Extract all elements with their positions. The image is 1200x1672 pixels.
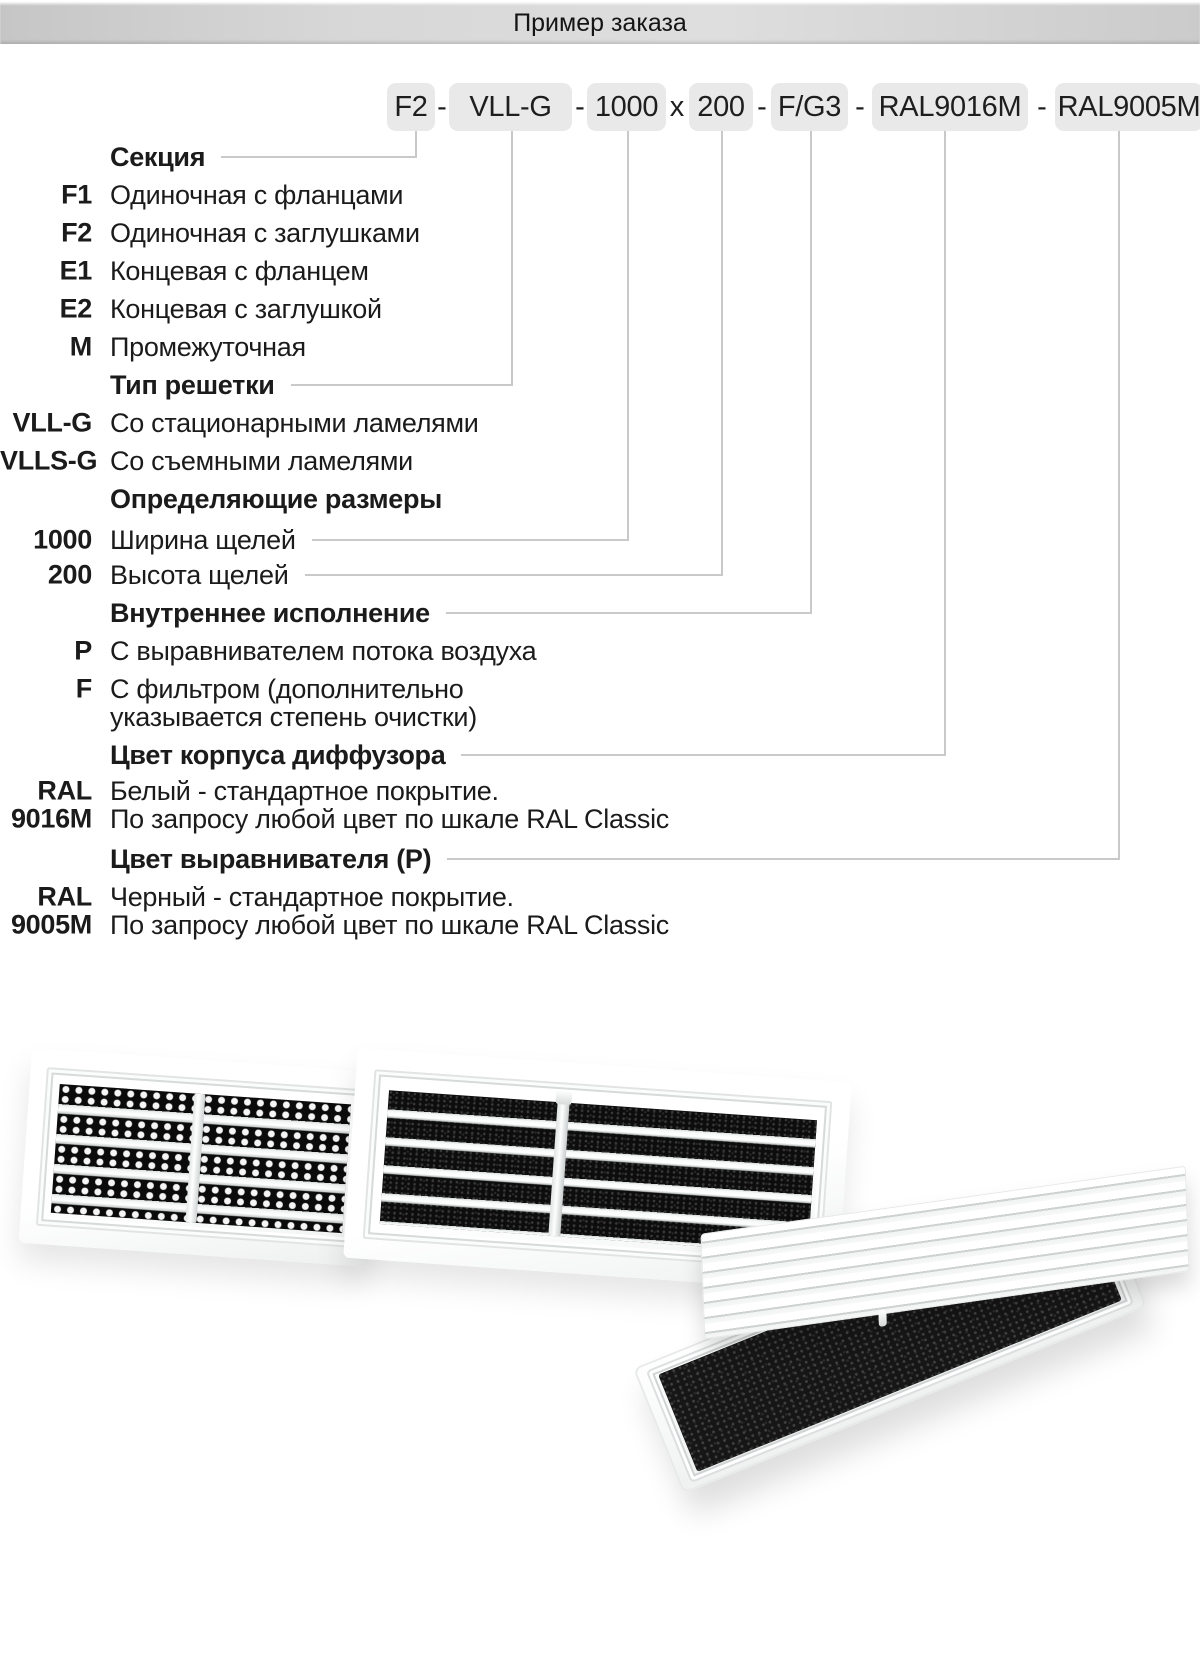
legend-text: Секция (110, 141, 206, 172)
legend-text: Белый - стандартное покрытие. (110, 775, 499, 806)
legend-text: С фильтром (дополнительно (110, 673, 464, 704)
legend-text: Цвет корпуса диффузора (110, 739, 446, 770)
legend-code-9016M: 9016M (10, 803, 92, 834)
legend-code-P: P (74, 635, 92, 666)
grille-fixing-pin (555, 1090, 572, 1105)
connector-horizontal-line (447, 858, 1120, 860)
legend-code-F2: F2 (61, 217, 92, 248)
legend-heading-row (110, 593, 812, 633)
legend-text: Концевая с заглушкой (110, 293, 382, 324)
order-code-segment-1000: 1000 (587, 83, 666, 131)
legend-text: По запросу любой цвет по шкале RAL Classic (110, 909, 669, 940)
legend-item-row (110, 175, 403, 215)
connector-horizontal-line (221, 156, 417, 158)
legend-text: Определяющие размеры (110, 483, 442, 514)
connector-horizontal-line (305, 574, 723, 576)
order-code-separator: - (855, 91, 865, 123)
legend-item-row (110, 251, 369, 291)
legend-item-row (110, 631, 536, 671)
order-code-separator: - (437, 91, 447, 123)
order-code-segment-F/G3: F/G3 (771, 83, 848, 131)
connector-horizontal-line (291, 384, 513, 386)
order-code-separator: x (669, 91, 685, 123)
legend-code-E1: E1 (59, 255, 92, 286)
order-code-separator: - (757, 91, 767, 123)
legend-heading-row (110, 365, 513, 405)
grille-perforated-lamellas-photo (19, 1048, 382, 1267)
connector-horizontal-line (446, 612, 812, 614)
order-code-segment-VLL-G: VLL-G (449, 83, 572, 131)
order-code-segment-F2: F2 (387, 83, 435, 131)
legend-heading-row (110, 479, 442, 519)
legend-heading-row (110, 839, 1120, 879)
legend-text: Промежуточная (110, 331, 306, 362)
connector-vertical-line (1118, 131, 1120, 860)
legend-text: Ширина щелей (110, 524, 296, 555)
page-title: Пример заказа (513, 9, 687, 37)
connector-horizontal-line (461, 754, 946, 756)
connector-vertical-line (511, 131, 513, 386)
legend-item-row (110, 327, 306, 367)
legend-code-VLLS-G: VLLS-G (0, 445, 98, 476)
legend-text: Со стационарными ламелями (110, 407, 479, 438)
legend-item-row (110, 213, 420, 253)
connector-vertical-line (810, 131, 812, 614)
legend-heading-row (110, 735, 946, 775)
legend-text: Тип решетки (110, 369, 275, 400)
order-code-separator: - (575, 91, 585, 123)
legend-code-RAL: RAL (37, 775, 92, 806)
lamella-grid-peg (879, 1310, 887, 1327)
legend-code-F1: F1 (61, 179, 92, 210)
legend-text: Одиночная с заглушками (110, 217, 420, 248)
legend-text: Со съемными ламелями (110, 445, 413, 476)
legend-text: Цвет выравнивателя (P) (110, 843, 432, 874)
legend-text: С выравнивателем потока воздуха (110, 635, 537, 666)
legend-item-row (110, 289, 382, 329)
legend-code-VLL-G: VLL-G (12, 407, 92, 438)
legend-code-RAL: RAL (37, 881, 92, 912)
legend-heading-row (110, 137, 417, 177)
connector-vertical-line (944, 131, 946, 756)
legend-text: указывается степень очистки) (110, 701, 477, 732)
legend-code-E2: E2 (59, 293, 92, 324)
legend-text: Черный - стандартное покрытие. (110, 881, 514, 912)
order-code-segment-RAL9016M: RAL9016M (872, 83, 1028, 131)
legend-code-1000: 1000 (33, 524, 92, 555)
legend-code-200: 200 (47, 559, 92, 590)
legend-item-row (110, 799, 669, 839)
legend-item-row (110, 441, 413, 481)
connector-vertical-line (721, 131, 723, 576)
legend-text: Внутреннее исполнение (110, 597, 430, 628)
legend-text: Высота щелей (110, 559, 289, 590)
connector-horizontal-line (312, 539, 629, 541)
connector-vertical-line (627, 131, 629, 541)
order-code-separator: - (1037, 91, 1047, 123)
order-code-segment-200: 200 (689, 83, 753, 131)
legend-code-F: F (75, 673, 92, 704)
legend-text: Концевая с фланцем (110, 255, 369, 286)
legend-item-row (110, 403, 479, 443)
legend-item-row (110, 697, 477, 737)
order-code-segment-RAL9005M: RAL9005M (1055, 83, 1200, 131)
legend-code-M: M (69, 331, 92, 362)
legend-text: Одиночная с фланцами (110, 179, 404, 210)
legend-text: По запросу любой цвет по шкале RAL Classic (110, 803, 669, 834)
legend-code-9005M: 9005M (10, 909, 92, 940)
legend-item-row (110, 905, 669, 945)
legend-item-row (110, 520, 629, 560)
legend-item-row (110, 555, 723, 595)
